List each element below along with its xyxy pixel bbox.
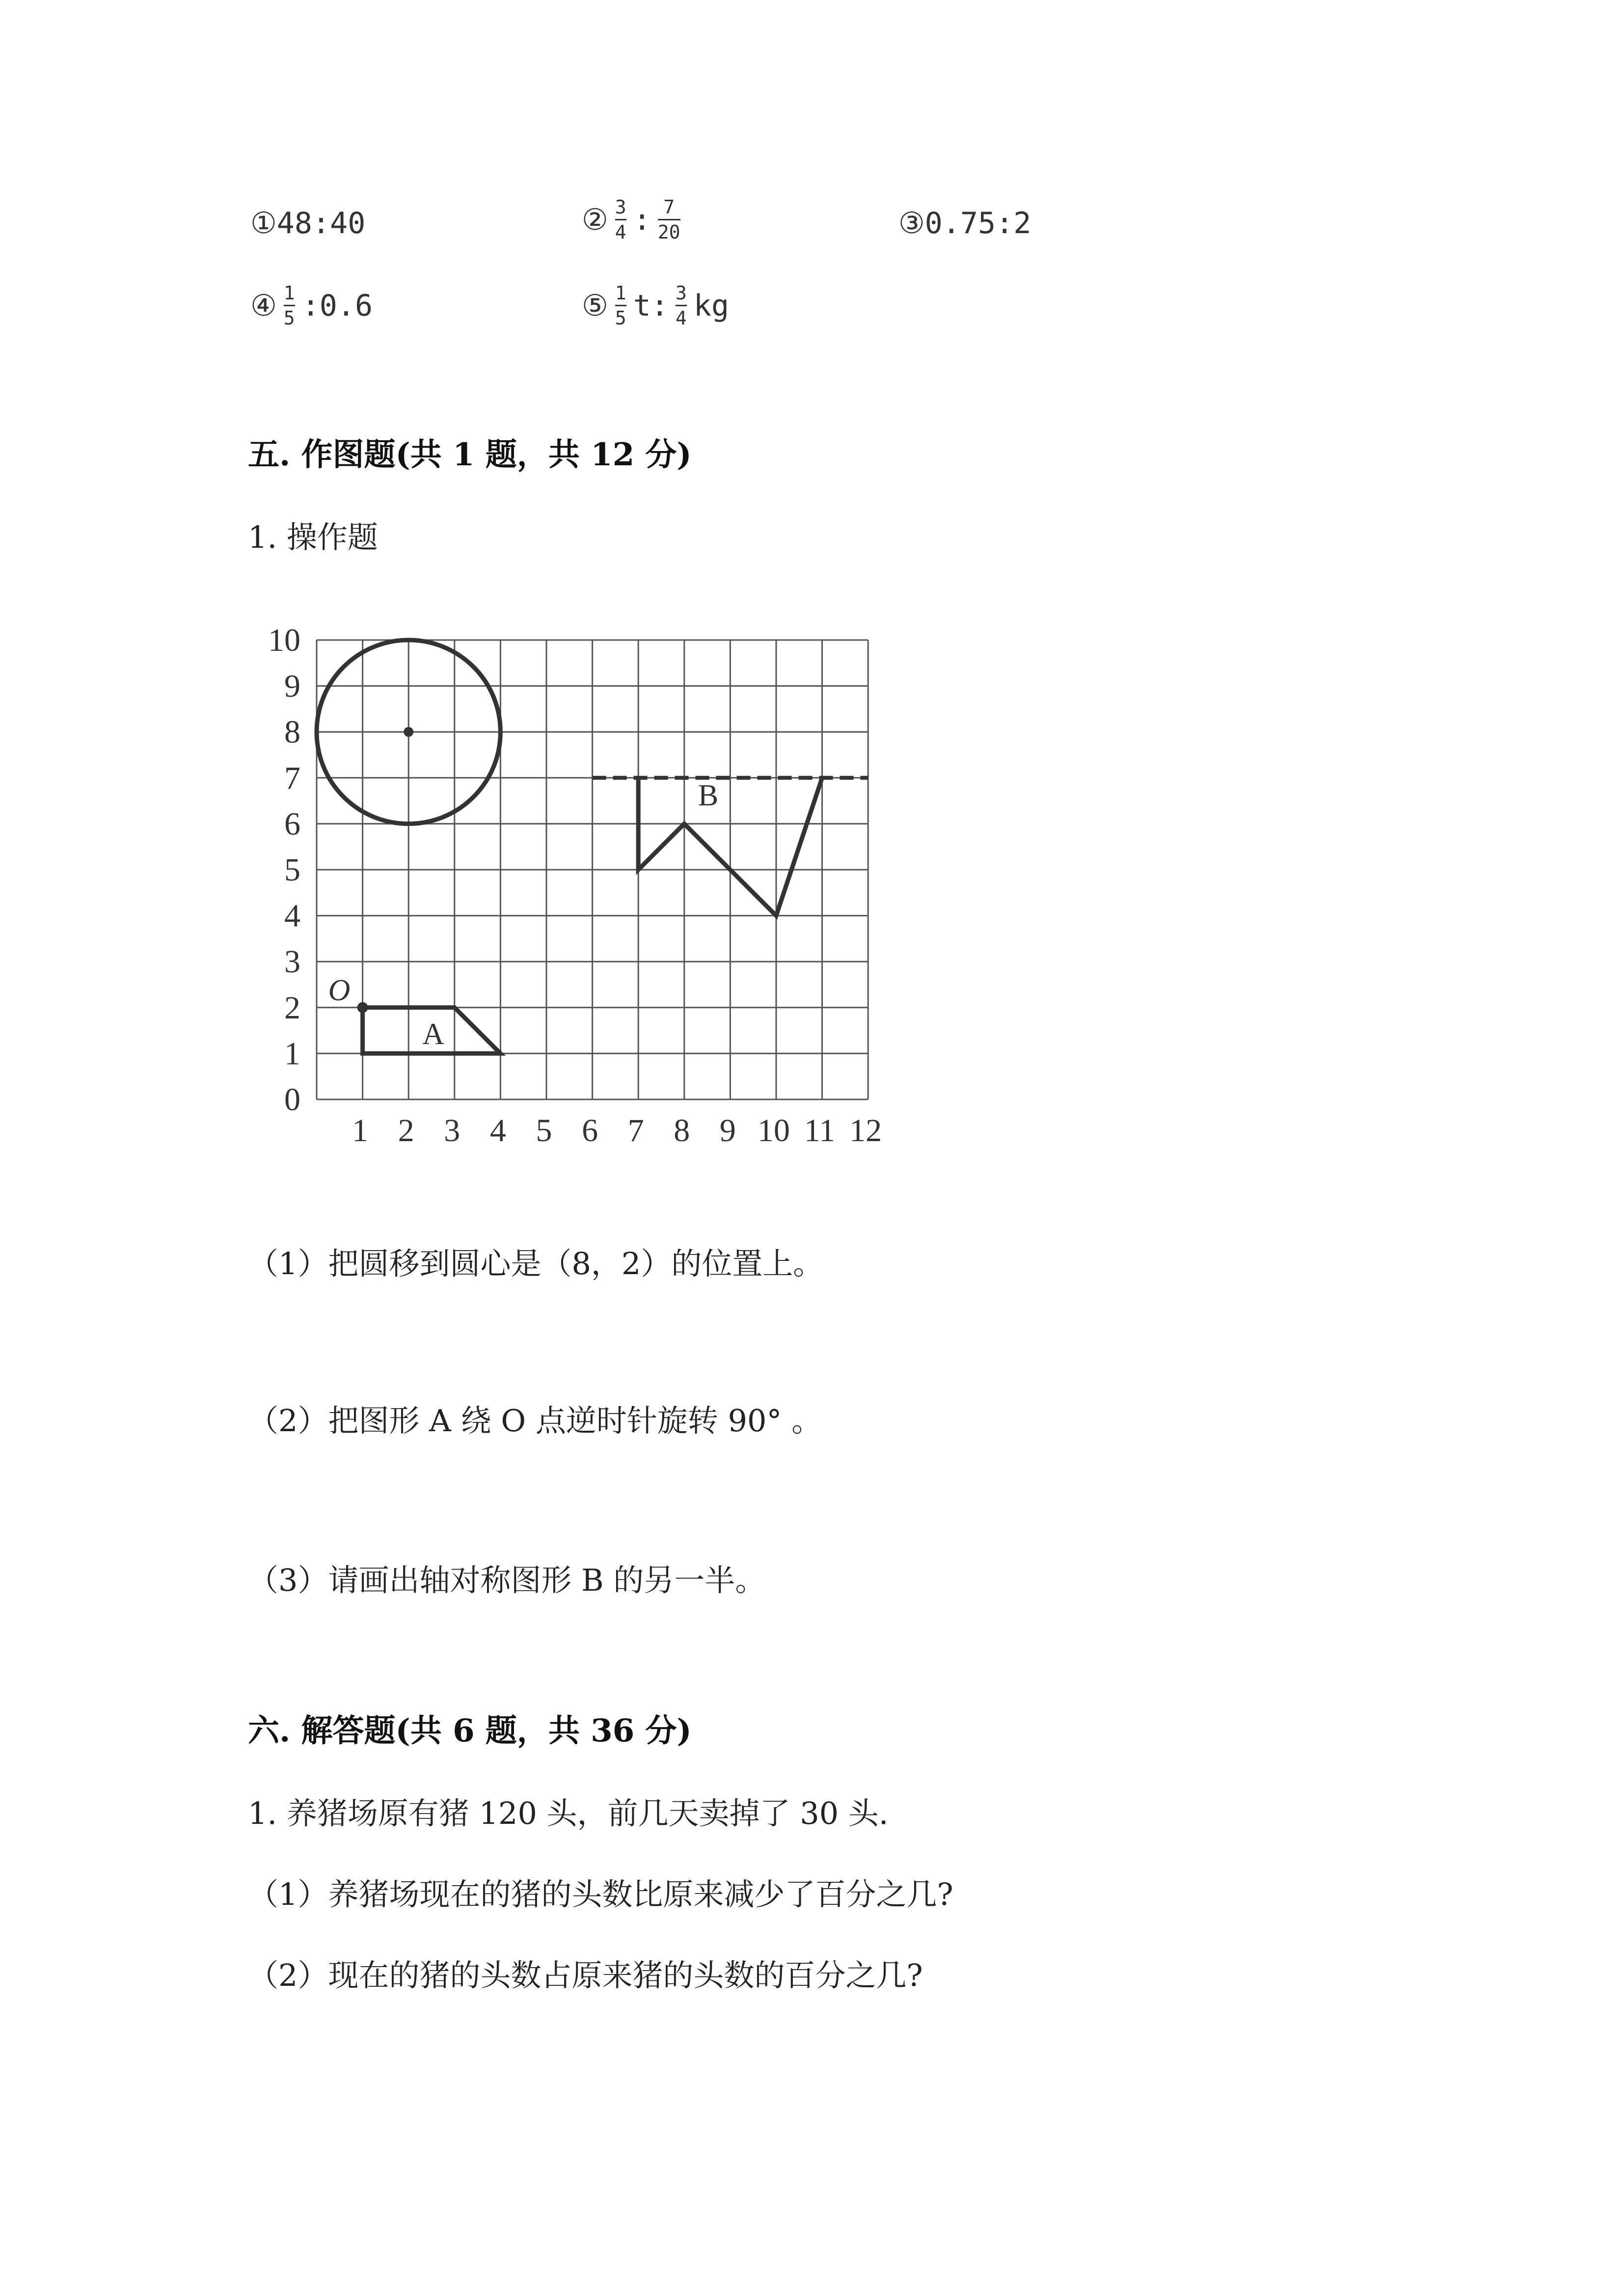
label-b: B (698, 778, 719, 812)
x-tick-label: 9 (719, 1113, 736, 1148)
item-mark: ③ (898, 206, 925, 240)
x-tick-label: 12 (849, 1113, 882, 1148)
x-tick-label: 5 (536, 1113, 552, 1148)
y-tick-labels (268, 628, 300, 1118)
ratio-item-4 (250, 282, 373, 329)
x-tick-label: 4 (489, 1113, 506, 1148)
y-tick-label: 3 (284, 944, 300, 980)
y-tick-label: 8 (284, 714, 300, 750)
x-tick-label: 10 (758, 1113, 790, 1148)
fraction (676, 282, 687, 329)
y-tick-label: 0 (284, 1082, 300, 1118)
denominator: 4 (675, 307, 687, 329)
x-tick-label: 1 (352, 1113, 369, 1148)
y-tick-label: 1 (284, 1036, 300, 1072)
ratio-middle: t: (633, 288, 669, 323)
question-1-heading: 1. 操作题 (248, 519, 378, 555)
fraction (615, 196, 626, 243)
ratio-item-5 (582, 282, 729, 329)
sub-question-3: （3）请画出轴对称图形 B 的另一半。 (248, 1562, 766, 1598)
numerator: 1 (615, 282, 626, 304)
circle-center-dot (404, 727, 413, 737)
numerator: 7 (663, 196, 675, 218)
item-mark: ① (250, 206, 277, 240)
x-tick-label: 11 (804, 1113, 836, 1148)
y-tick-label: 6 (284, 806, 300, 842)
x-tick-label: 8 (674, 1113, 690, 1148)
x-tick-labels (352, 1113, 882, 1148)
coordinate-grid-figure (245, 628, 893, 1148)
y-tick-label: 10 (268, 628, 300, 658)
ratio-tail: :0.6 (301, 288, 373, 323)
ratio-separator: : (633, 202, 651, 237)
denominator: 5 (615, 307, 626, 329)
section-5-title: 五. 作图题(共 1 题，共 12 分) (248, 436, 692, 473)
numerator: 3 (615, 196, 626, 218)
y-tick-label: 5 (284, 852, 300, 888)
sub-question-2: （2）把图形 A 绕 O 点逆时针旋转 90° 。 (248, 1403, 822, 1439)
x-tick-label: 3 (444, 1113, 460, 1148)
fraction (284, 282, 295, 329)
y-tick-label: 7 (284, 760, 300, 796)
item-mark: ⑤ (582, 288, 608, 323)
ratio-text: 0.75:2 (924, 206, 1031, 240)
ratio-item-1 (250, 206, 365, 240)
ratio-text: 48:40 (276, 206, 366, 240)
section-6-title: 六. 解答题(共 6 题，共 36 分) (248, 1712, 692, 1749)
y-tick-label: 4 (284, 898, 300, 934)
question-1-text: 1. 养猪场原有猪 120 头，前几天卖掉了 30 头. (248, 1795, 889, 1831)
x-tick-label: 6 (582, 1113, 598, 1148)
item-mark: ④ (250, 288, 277, 323)
sub-question-2: （2）现在的猪的头数占原来猪的头数的百分之几? (248, 1957, 923, 1993)
label-a: A (422, 1017, 445, 1051)
denominator: 5 (283, 307, 295, 329)
denominator: 20 (657, 221, 680, 243)
ratio-item-2 (582, 196, 687, 243)
y-tick-label: 2 (284, 989, 300, 1026)
fraction (658, 196, 680, 243)
ratio-item-3 (898, 206, 1031, 240)
x-tick-label: 2 (398, 1113, 414, 1148)
numerator: 1 (283, 282, 295, 304)
fraction (615, 282, 626, 329)
sub-question-1: （1）把圆移到圆心是（8，2）的位置上。 (248, 1246, 824, 1281)
denominator: 4 (615, 221, 626, 243)
point-o-dot (357, 1002, 368, 1013)
numerator: 3 (675, 282, 687, 304)
ratio-unit: kg (693, 288, 730, 323)
x-tick-label: 7 (627, 1113, 644, 1148)
y-tick-label: 9 (284, 668, 300, 704)
sub-question-1: （1）养猪场现在的猪的头数比原来减少了百分之几? (248, 1876, 953, 1912)
grid-lines (317, 640, 868, 1099)
item-mark: ② (582, 202, 608, 237)
label-o: O (328, 973, 351, 1007)
